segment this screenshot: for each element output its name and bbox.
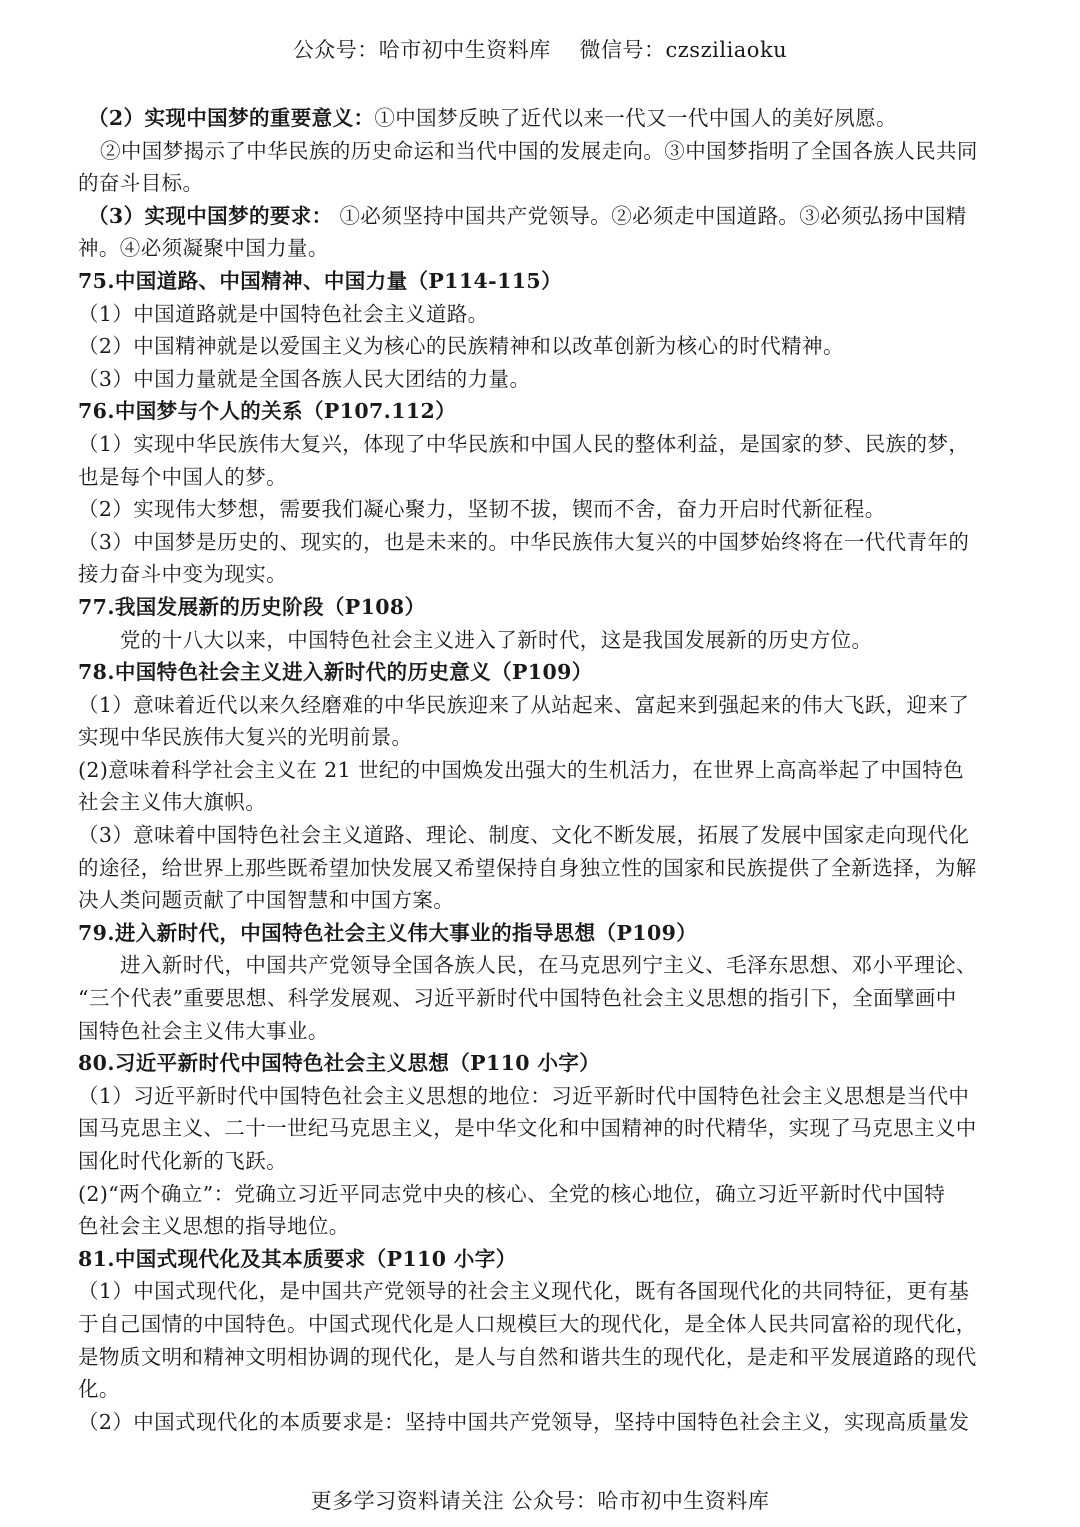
page-header: 公众号：哈市初中生资料库 微信号：czsziliaoku	[292, 38, 788, 62]
paragraph-line: （1）意味着近代以来久经磨难的中华民族迎来了从站起来、富起来到强起来的伟大飞跃，迎来了	[78, 692, 970, 717]
paragraph-line: （1）中国式现代化，是中国共产党领导的社会主义现代化，既有各国现代化的共同特征，更有基	[78, 1279, 970, 1304]
page-footer: 更多学习资料请关注 公众号：哈市初中生资料库	[310, 1489, 770, 1513]
document-body	[78, 102, 1006, 1438]
section-heading-78: 78.中国特色社会主义进入新时代的历史意义（P109）	[78, 660, 593, 685]
paragraph-line: (2)“两个确立”：党确立习近平同志党中央的核心、全党的核心地位，确立习近平新时代中国特	[78, 1181, 946, 1206]
paragraph-line: 化。	[78, 1377, 120, 1402]
paragraph-line: 国马克思主义、二十一世纪马克思主义，是中华文化和中国精神的时代精华，实现了马克思主义中	[78, 1116, 977, 1141]
paragraph-line: 也是每个中国人的梦。	[78, 464, 287, 489]
paragraph-line: 决人类问题贡献了中国智慧和中国方案。	[78, 888, 455, 913]
section-heading-76: 76.中国梦与个人的关系（P107.112）	[78, 399, 457, 424]
paragraph-line: 于自己国情的中国特色。中国式现代化是人口规模巨大的现代化，是全体人民共同富裕的现代化，	[78, 1311, 977, 1336]
paragraph-line: （1）实现中华民族伟大复兴，体现了中华民族和中国人民的整体利益，是国家的梦、民族的梦，	[78, 431, 970, 456]
paragraph-line: 接力奋斗中变为现实。	[78, 562, 287, 587]
item-label: （2）实现中国梦的重要意义：	[88, 106, 375, 130]
paragraph-line: 国化时代化新的飞跃。	[78, 1149, 287, 1173]
item-text: ①必须坚持中国共产党领导。②必须走中国道路。③必须弘扬中国精	[332, 203, 967, 228]
paragraph-line: “三个代表”重要思想、科学发展观、习近平新时代中国特色社会主义思想的指引下，全面擘画中	[78, 986, 957, 1011]
paragraph-line: 社会主义伟大旗帜。	[78, 790, 267, 815]
paragraph-line: 色社会主义思想的指导地位。	[78, 1214, 350, 1239]
paragraph-line	[78, 200, 1006, 233]
section-heading-79: 79.进入新时代，中国特色社会主义伟大事业的指导思想（P109）	[78, 920, 698, 945]
paragraph-line: 的奋斗目标。	[78, 171, 204, 196]
section-heading-75: 75.中国道路、中国精神、中国力量（P114-115）	[78, 268, 562, 293]
item-label: （3）实现中国梦的要求：	[88, 203, 333, 228]
paragraph-line: （3）意味着中国特色社会主义道路、理论、制度、文化不断发展，拓展了发展中国家走向现代化	[78, 823, 970, 848]
paragraph-line: （2）中国式现代化的本质要求是：坚持中国共产党领导，坚持中国特色社会主义，实现高质量发	[78, 1409, 970, 1434]
paragraph-line: （1）习近平新时代中国特色社会主义思想的地位：习近平新时代中国特色社会主义思想是当代中	[78, 1083, 970, 1108]
paragraph-line: ②中国梦揭示了中华民族的历史命运和当代中国的发展走向。③中国梦指明了全国各族人民共同	[100, 138, 978, 163]
paragraph-line: 党的十八大以来，中国特色社会主义进入了新时代，这是我国发展新的历史方位。	[120, 627, 873, 652]
paragraph-line: 神。④必须凝聚中国力量。	[78, 236, 329, 261]
section-heading-81: 81.中国式现代化及其本质要求（P110 小字）	[78, 1246, 517, 1271]
paragraph-line: 的途径，给世界上那些既希望加快发展又希望保持自身独立性的国家和民族提供了全新选择，为解	[78, 855, 977, 880]
paragraph-line: 是物质文明和精神文明相协调的现代化，是人与自然和谐共生的现代化，是走和平发展道路的现代	[78, 1344, 977, 1369]
section-heading-77: 77.我国发展新的历史阶段（P108）	[78, 594, 426, 619]
paragraph-line: 进入新时代，中国共产党领导全国各族人民，在马克思列宁主义、毛泽东思想、邓小平理论、	[120, 953, 977, 978]
paragraph-line: （1）中国道路就是中国特色社会主义道路。	[78, 301, 489, 326]
paragraph-line: （2）实现伟大梦想，需要我们凝心聚力，坚韧不拔，锲而不舍，奋力开启时代新征程。	[78, 497, 886, 522]
paragraph-line: （3）中国梦是历史的、现实的，也是未来的。中华民族伟大复兴的中国梦始终将在一代代青年的	[78, 529, 970, 554]
paragraph-line: 国特色社会主义伟大事业。	[78, 1018, 329, 1043]
item-text: ①中国梦反映了近代以来一代又一代中国人的美好夙愿。	[374, 106, 897, 130]
paragraph-line: (2)意味着科学社会主义在 21 世纪的中国焕发出强大的生机活力，在世界上高高举起了中国特色	[78, 757, 965, 782]
paragraph-line: （3）中国力量就是全国各族人民大团结的力量。	[78, 366, 531, 391]
paragraph-line: 实现中华民族伟大复兴的光明前景。	[78, 725, 413, 750]
section-heading-80: 80.习近平新时代中国特色社会主义思想（P110 小字）	[78, 1051, 601, 1076]
paragraph-line	[78, 102, 1006, 135]
paragraph-line: （2）中国精神就是以爱国主义为核心的民族精神和以改革创新为核心的时代精神。	[78, 334, 844, 359]
